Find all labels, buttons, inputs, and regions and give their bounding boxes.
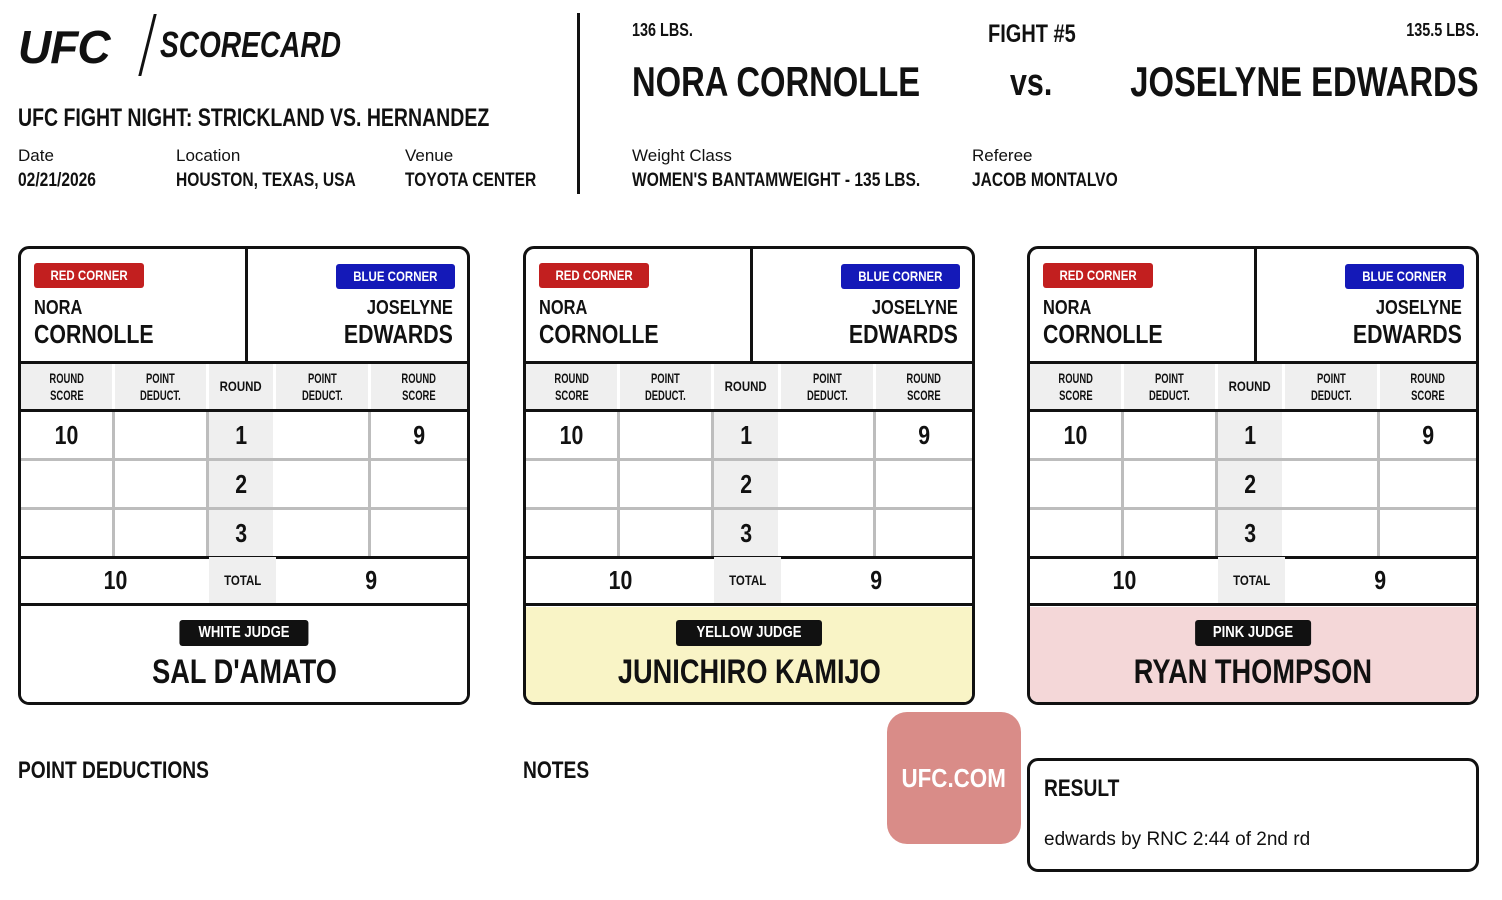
red-point-deduct: [115, 412, 209, 458]
total-label: TOTAL: [1218, 557, 1285, 603]
round-number: 2: [714, 461, 781, 507]
col-header-red-round-score: ROUND SCORE: [21, 364, 115, 409]
red-point-deduct: [620, 510, 714, 556]
red-point-deduct: [115, 461, 209, 507]
round-number: 1: [714, 412, 781, 458]
round-row-1: [1030, 412, 1476, 461]
judge-info: [1030, 607, 1476, 705]
col-header-blue-round-score: ROUND SCORE: [401, 369, 437, 403]
blue-point-deduct: [1285, 412, 1380, 458]
blue-corner-badge: BLUE CORNER: [841, 264, 960, 289]
referee-label: Referee: [972, 146, 1033, 165]
blue-point-deduct: [1285, 510, 1380, 556]
red-point-deduct: [620, 461, 714, 507]
red-round-score: [526, 510, 620, 556]
weight-class-label: Weight Class: [632, 146, 732, 165]
blue-corner-badge: BLUE CORNER: [336, 264, 455, 289]
result-text: edwards by RNC 2:44 of 2nd rd: [1044, 829, 1311, 850]
judge-scorecard-2: [523, 246, 975, 705]
blue-point-deduct: [1285, 461, 1380, 507]
total-label: TOTAL: [714, 557, 781, 603]
round-number: 2: [209, 461, 276, 507]
blue-round-score: [876, 510, 972, 556]
blue-fighter-last-name: EDWARDS: [344, 319, 453, 349]
corner-divider: [1254, 249, 1257, 364]
ufc-com-watermark: UFC.COM: [887, 712, 1021, 844]
blue-total: 9: [1374, 564, 1387, 595]
blue-round-score: 9: [1422, 419, 1434, 450]
blue-corner-badge: BLUE CORNER: [1345, 264, 1464, 289]
total-row: [526, 557, 972, 606]
col-header-red-point-deduct: POINT DEDUCT.: [1124, 364, 1218, 409]
fight-number: FIGHT #5: [988, 20, 1076, 48]
col-header-round: ROUND: [209, 364, 276, 409]
judge-name: SAL D'AMATO: [151, 653, 337, 691]
round-number: 3: [714, 510, 781, 556]
col-header-red-point-deduct: POINT DEDUCT.: [620, 364, 714, 409]
blue-fighter-name: JOSELYNE EDWARDS: [1130, 58, 1479, 105]
ufc-scorecard-logo: [18, 14, 341, 76]
red-point-deduct: [1124, 412, 1218, 458]
col-header-round: ROUND: [714, 364, 781, 409]
point-deductions-title: POINT DEDUCTIONS: [18, 757, 209, 784]
venue-label: Venue: [405, 146, 454, 165]
red-fighter-name: NORA CORNOLLE: [632, 58, 921, 105]
col-header-blue-point-deduct: POINT DEDUCT.: [1285, 364, 1380, 409]
total-row: [21, 557, 467, 606]
blue-point-deduct: [781, 510, 876, 556]
corner-divider: [245, 249, 248, 364]
red-round-score: [1030, 510, 1124, 556]
fighter-names-header: [526, 249, 972, 364]
red-total: 10: [103, 564, 127, 595]
red-round-score: 10: [1030, 412, 1124, 458]
blue-round-score: [1380, 461, 1476, 507]
judge-role-badge: PINK JUDGE: [1195, 620, 1311, 646]
referee-value: JACOB MONTALVO: [972, 170, 1118, 191]
red-round-score: [526, 461, 620, 507]
col-header-round: ROUND: [1218, 364, 1285, 409]
red-fighter-first-name: NORA: [1043, 297, 1092, 319]
versus-label: vs.: [1010, 62, 1053, 104]
round-number: 3: [209, 510, 276, 556]
red-corner-badge: RED CORNER: [1043, 263, 1153, 288]
blue-fighter-first-name: JOSELYNE: [872, 297, 958, 319]
red-fighter-last-name: CORNOLLE: [539, 319, 659, 349]
red-fighter-last-name: CORNOLLE: [1043, 319, 1163, 349]
red-fighter-first-name: NORA: [539, 297, 588, 319]
red-round-score: 10: [526, 412, 620, 458]
date-value: 02/21/2026: [18, 170, 96, 191]
red-round-score: [21, 461, 115, 507]
score-table-header: [21, 364, 467, 412]
fighter-names-header: [1030, 249, 1476, 364]
judge-name: RYAN THOMPSON: [1133, 653, 1373, 691]
result-box: [1027, 758, 1479, 872]
round-row-1: [21, 412, 467, 461]
scorecard-title: SCORECARD: [160, 24, 341, 65]
col-header-blue-round-score: ROUND SCORE: [906, 369, 942, 403]
round-row-3: [21, 510, 467, 559]
col-header-blue-point-deduct: POINT DEDUCT.: [276, 364, 371, 409]
header-divider: [577, 13, 580, 194]
judge-info: [526, 607, 972, 705]
score-table-header: [526, 364, 972, 412]
blue-point-deduct: [276, 412, 371, 458]
location-label: Location: [176, 146, 241, 165]
judge-role-badge: YELLOW JUDGE: [676, 620, 822, 646]
col-header-red-round-score: ROUND SCORE: [1030, 364, 1124, 409]
blue-total: 9: [365, 564, 378, 595]
judge-info: [21, 607, 467, 705]
red-point-deduct: [620, 412, 714, 458]
round-number: 3: [1218, 510, 1285, 556]
fighter-names-header: [21, 249, 467, 364]
venue-value: TOYOTA CENTER: [405, 170, 537, 191]
blue-point-deduct: [781, 461, 876, 507]
col-header-blue-round-score: ROUND SCORE: [1410, 369, 1446, 403]
blue-round-score: [876, 461, 972, 507]
blue-fighter-last-name: EDWARDS: [1353, 319, 1462, 349]
round-row-3: [1030, 510, 1476, 559]
blue-round-score: [371, 461, 467, 507]
round-number: 1: [209, 412, 276, 458]
col-header-blue-point-deduct: POINT DEDUCT.: [781, 364, 876, 409]
round-row-1: [526, 412, 972, 461]
red-fighter-first-name: NORA: [34, 297, 83, 319]
red-total: 10: [1112, 564, 1136, 595]
round-row-3: [526, 510, 972, 559]
corner-divider: [750, 249, 753, 364]
red-round-score: [1030, 461, 1124, 507]
blue-point-deduct: [781, 412, 876, 458]
red-round-score: [21, 510, 115, 556]
event-name: UFC FIGHT NIGHT: STRICKLAND VS. HERNANDEZ: [18, 104, 490, 132]
red-fighter-weight: 136 LBS.: [632, 20, 693, 40]
result-title: RESULT: [1044, 775, 1120, 802]
score-table-header: [1030, 364, 1476, 412]
blue-round-score: 9: [918, 419, 930, 450]
blue-total: 9: [870, 564, 883, 595]
blue-fighter-weight: 135.5 LBS.: [1406, 20, 1479, 40]
col-header-red-point-deduct: POINT DEDUCT.: [115, 364, 209, 409]
ufc-logo: UFC: [18, 21, 110, 73]
logo-divider: [138, 14, 156, 76]
round-number: 1: [1218, 412, 1285, 458]
judge-name: JUNICHIRO KAMIJO: [617, 653, 881, 691]
blue-point-deduct: [276, 510, 371, 556]
col-header-red-round-score: ROUND SCORE: [526, 364, 620, 409]
red-fighter-last-name: CORNOLLE: [34, 319, 154, 349]
round-row-2: [21, 461, 467, 510]
weight-class-value: WOMEN'S BANTAMWEIGHT - 135 LBS.: [632, 170, 921, 191]
blue-fighter-first-name: JOSELYNE: [1376, 297, 1462, 319]
date-label: Date: [18, 146, 54, 165]
judge-role-badge: WHITE JUDGE: [179, 620, 308, 646]
blue-round-score: 9: [413, 419, 425, 450]
round-row-2: [1030, 461, 1476, 510]
notes-title: NOTES: [523, 757, 590, 784]
round-number: 2: [1218, 461, 1285, 507]
judge-scorecard-3: [1027, 246, 1479, 705]
blue-fighter-first-name: JOSELYNE: [367, 297, 453, 319]
red-point-deduct: [115, 510, 209, 556]
total-row: [1030, 557, 1476, 606]
judge-scorecard-1: [18, 246, 470, 705]
red-point-deduct: [1124, 510, 1218, 556]
blue-fighter-last-name: EDWARDS: [849, 319, 958, 349]
red-point-deduct: [1124, 461, 1218, 507]
blue-round-score: [1380, 510, 1476, 556]
red-corner-badge: RED CORNER: [34, 263, 144, 288]
blue-round-score: [371, 510, 467, 556]
total-label: TOTAL: [209, 557, 276, 603]
blue-point-deduct: [276, 461, 371, 507]
red-round-score: 10: [21, 412, 115, 458]
location-value: HOUSTON, TEXAS, USA: [176, 170, 356, 191]
red-corner-badge: RED CORNER: [539, 263, 649, 288]
red-total: 10: [608, 564, 632, 595]
round-row-2: [526, 461, 972, 510]
